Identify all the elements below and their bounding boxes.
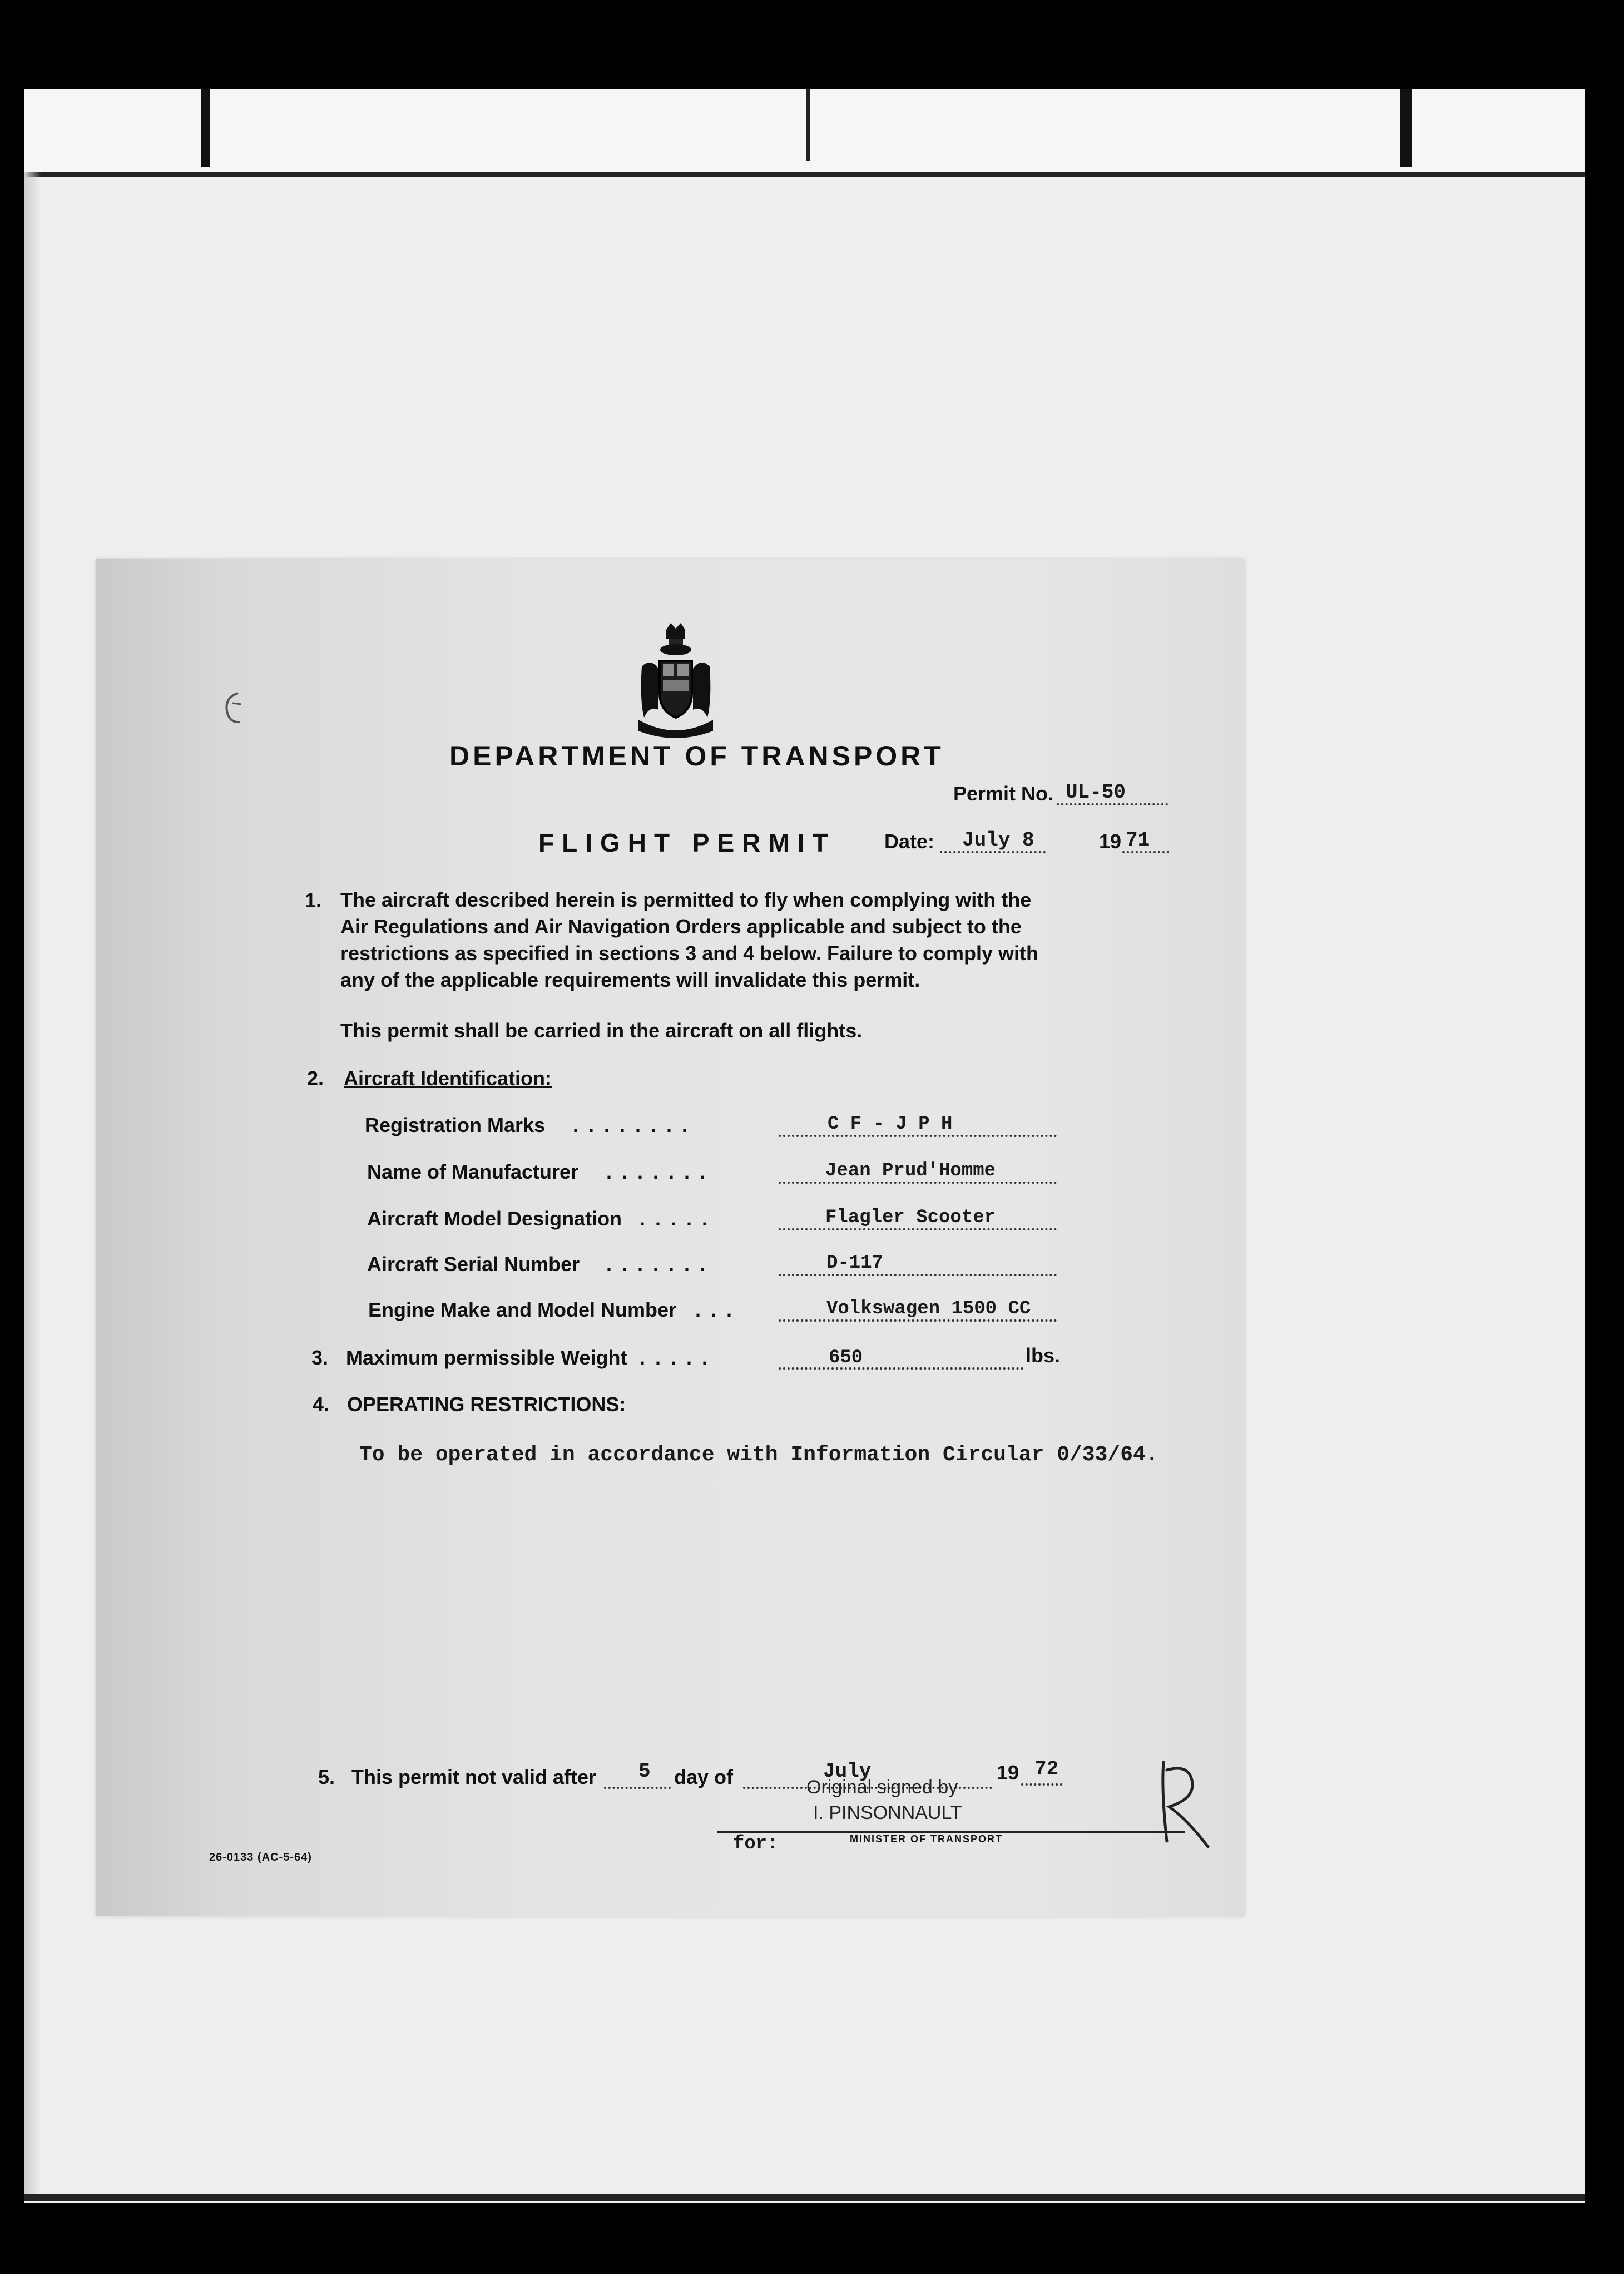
film-header-band <box>24 89 1585 177</box>
field-leader: . . . . . . . <box>606 1253 708 1276</box>
permit-no-value: UL-50 <box>1066 781 1126 804</box>
field-leader: . . . <box>695 1298 735 1321</box>
punch-mark <box>221 690 249 729</box>
date-label: Date: <box>884 830 935 853</box>
registration-marks-value: C F - J P H <box>828 1114 953 1135</box>
form-number: 26-0133 (AC-5-64) <box>209 1851 312 1863</box>
film-edge-shadow <box>24 172 41 2197</box>
section-5-number: 5. <box>318 1766 335 1788</box>
coat-of-arms-emblem <box>634 622 717 741</box>
section-3-number: 3. <box>311 1346 329 1369</box>
validity-month-value: July <box>823 1760 872 1783</box>
date-value: July 8 <box>962 829 1034 852</box>
validity-day-line <box>604 1764 671 1789</box>
field-line <box>779 1252 1057 1276</box>
minister-title: MINISTER OF TRANSPORT <box>850 1833 1003 1845</box>
section-4-title: OPERATING RESTRICTIONS: <box>347 1393 626 1416</box>
section-2-number: 2. <box>307 1067 324 1090</box>
signed-by-stamp: Original signed by <box>806 1777 958 1798</box>
date-year-value: 71 <box>1126 829 1150 852</box>
department-heading: DEPARTMENT OF TRANSPORT <box>449 740 944 772</box>
validity-text-a: This permit not valid after <box>351 1766 597 1788</box>
section-2-title: Aircraft Identification: <box>344 1067 552 1090</box>
engine-label: Engine Make and Model Number <box>368 1298 677 1321</box>
max-weight-label: Maximum permissible Weight <box>346 1346 627 1369</box>
model-designation-label: Aircraft Model Designation <box>367 1207 622 1230</box>
handwritten-initial-r <box>1151 1758 1212 1852</box>
serial-number-value: D-117 <box>826 1253 884 1274</box>
engine-value: Volkswagen 1500 CC <box>826 1298 1031 1319</box>
manufacturer-value: Jean Prud'Homme <box>825 1160 996 1182</box>
film-frame-marker <box>201 89 210 167</box>
validity-year-value: 72 <box>1034 1758 1059 1781</box>
film-frame-marker <box>1407 89 1412 167</box>
field-leader: . . . . . . . <box>606 1160 708 1183</box>
section-1-text: The aircraft described herein is permitted to fly when complying with the Air Regulations and Air Navigation Orders applicable and subject to the restrictions as specified in sections 3 and 4 below. Failure to comply with any of the applicable requirements will invalidate this permit. <box>340 888 1038 991</box>
validity-text-b: day of <box>674 1766 734 1788</box>
for-label: for: <box>733 1833 779 1855</box>
model-designation-value: Flagler Scooter <box>825 1207 996 1228</box>
operating-restrictions-text: To be operated in accordance with Information Circular 0/33/64. <box>359 1443 1158 1467</box>
max-weight-unit: lbs. <box>1026 1344 1061 1367</box>
section-1-note: This permit shall be carried in the aircraft on all flights. <box>340 1019 863 1042</box>
max-weight-value: 650 <box>829 1347 863 1368</box>
film-frame-tick <box>806 89 810 161</box>
field-leader: . . . . . <box>640 1346 710 1369</box>
permit-no-label: Permit No. <box>953 782 1054 805</box>
field-leader: . . . . . <box>640 1207 710 1230</box>
field-leader: . . . . . . . . <box>573 1114 690 1136</box>
validity-year-prefix: 19 <box>997 1761 1019 1784</box>
permit-title: FLIGHT PERMIT <box>538 828 836 857</box>
section-1-number: 1. <box>305 889 322 912</box>
signatory-name: I. PINSONNAULT <box>813 1802 962 1823</box>
registration-marks-label: Registration Marks <box>365 1114 546 1136</box>
serial-number-label: Aircraft Serial Number <box>367 1253 580 1276</box>
section-4-number: 4. <box>313 1393 330 1416</box>
film-bottom-rule <box>24 2194 1585 2201</box>
validity-day-value: 5 <box>638 1760 651 1783</box>
manufacturer-label: Name of Manufacturer <box>367 1160 579 1183</box>
date-year-prefix: 19 <box>1099 830 1122 853</box>
max-weight-line <box>779 1345 1023 1370</box>
